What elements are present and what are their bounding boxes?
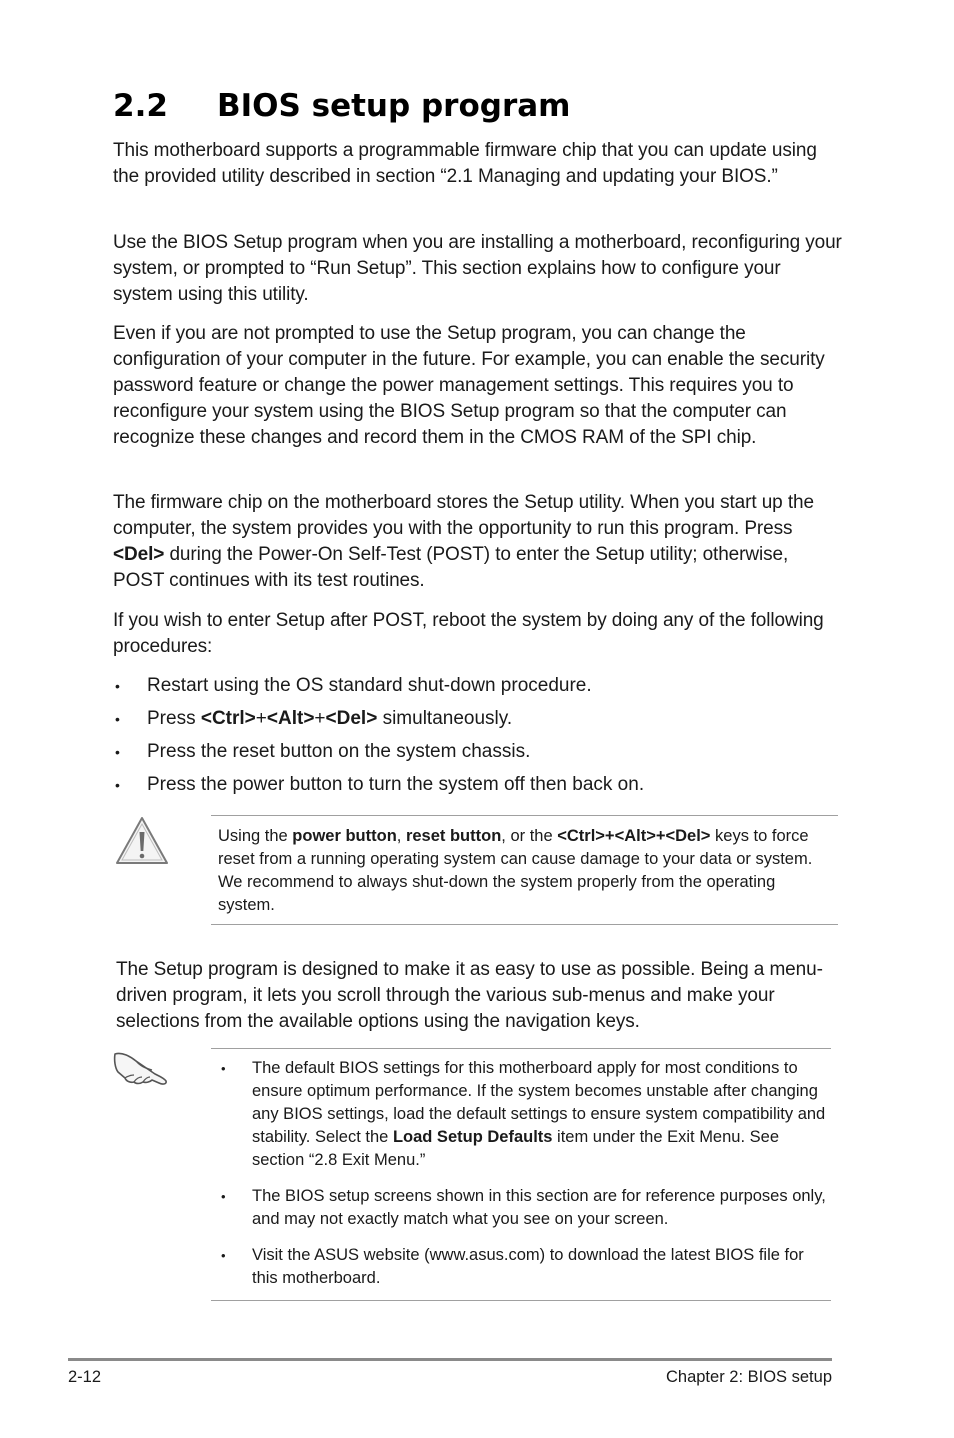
bullet: • <box>115 678 120 694</box>
bullet: • <box>115 711 120 727</box>
list-item: • Press <Ctrl>+<Alt>+<Del> simultaneously. <box>113 706 843 732</box>
note-callout <box>211 1048 831 1301</box>
section-number: 2.2 <box>113 88 168 124</box>
page-title <box>113 88 570 124</box>
footer-divider <box>68 1358 832 1361</box>
reboot-paragraph: If you wish to enter Setup after POST, reboot the system by doing any of the following procedures: <box>113 610 824 657</box>
list-item: • The BIOS setup screens shown in this section are for reference purposes only, and may not exactly match what you see on your screen. <box>221 1187 826 1228</box>
firmware-paragraph: The firmware chip on the motherboard stores the Setup utility. When you start up the computer, the system provides you with the opportunity to run this program. Press <Del> during the Power-On Self-Test (POST) to enter the Setup utility; otherwise, POST continues with its test routines. <box>113 492 814 591</box>
bullet: • <box>221 1189 226 1204</box>
bullet: • <box>221 1248 226 1263</box>
usage-paragraph: Use the BIOS Setup program when you are installing a motherboard, reconfiguring your system, or prompted to “Run Setup”. This section explains how to configure your system using this utility. <box>113 232 842 305</box>
del-key: <Del> <box>113 544 165 565</box>
list-item: • Press the reset button on the system chassis. <box>113 739 843 765</box>
note-list <box>211 1057 831 1290</box>
setup-program-paragraph: The Setup program is designed to make it as easy to use as possible. Being a menu-driven program, it lets you scroll through the various sub-menus and make your selections from the available options using the navigation keys. <box>116 959 823 1032</box>
reboot-procedure-list <box>113 673 843 805</box>
list-item: • Press the power button to turn the system off then back on. <box>113 772 843 798</box>
section-title: BIOS setup program <box>217 88 571 124</box>
warning-triangle-icon <box>114 815 170 867</box>
page-number: 2-12 <box>68 1368 102 1386</box>
intro-paragraph: This motherboard supports a programmable firmware chip that you can update using the provided utility described in section “2.1 Managing and updating your BIOS.” <box>113 140 817 187</box>
warning-callout <box>211 815 838 925</box>
reconfigure-paragraph: Even if you are not prompted to use the Setup program, you can change the configuration of your computer in the future. For example, you can enable the security password feature or change the power management settings. This requires you to reconfigure your system using the BIOS Setup program so that the computer can recognize these changes and record them in the CMOS RAM of the SPI chip. <box>113 323 825 448</box>
warning-text: Using the power button, reset button, or the <Ctrl>+<Alt>+<Del> keys to force reset from a running operating system can cause damage to your data or system. We recommend to always shut-down the system properly from the operating system. <box>218 827 813 914</box>
pointing-hand-icon <box>112 1048 170 1088</box>
list-item: • The default BIOS settings for this motherboard apply for most conditions to ensure optimum performance. If the system becomes unstable after changing any BIOS settings, load the default settings to ensure system compatibility and stability. Select the Load Setup Defaults item under the Exit Menu. See section “2.8 Exit Menu.” <box>221 1059 826 1169</box>
chapter-label: Chapter 2: BIOS setup <box>665 1368 832 1386</box>
list-item: • Restart using the OS standard shut-down procedure. <box>113 673 843 699</box>
bullet: • <box>221 1061 226 1076</box>
bullet: • <box>115 777 120 793</box>
list-item: • Visit the ASUS website (www.asus.com) to download the latest BIOS file for this motherboard. <box>221 1246 804 1287</box>
bullet: • <box>115 744 120 760</box>
